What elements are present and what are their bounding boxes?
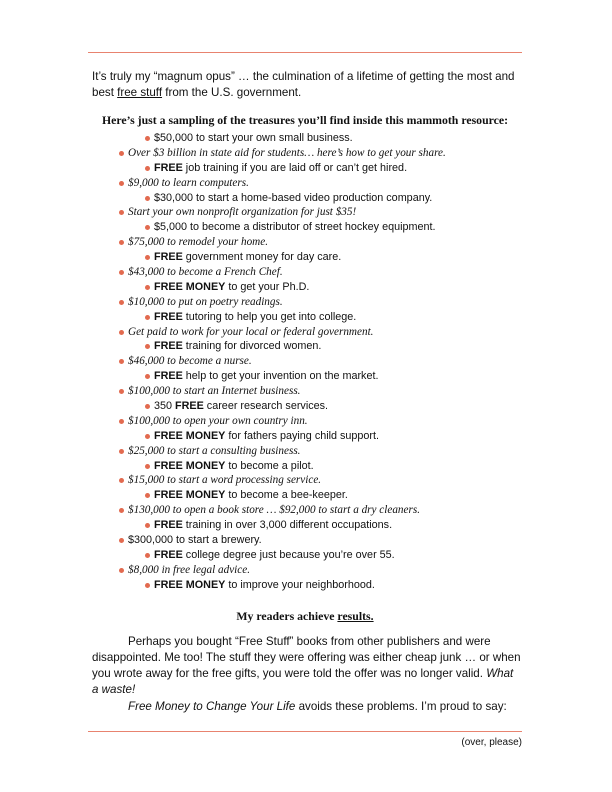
list-item-body: college degree just because you’re over 55. bbox=[182, 548, 395, 561]
list-item-bold: FREE bbox=[154, 310, 183, 323]
list-item-body: $8,000 in free legal advice. bbox=[128, 563, 250, 576]
bullet-icon bbox=[145, 523, 150, 528]
list-item bbox=[0, 354, 612, 369]
list-item-body: $46,000 to become a nurse. bbox=[128, 355, 252, 368]
list-item-body: Over $3 billion in state aid for students… here’s how to get your share. bbox=[128, 146, 446, 159]
list-item-bold: FREE MONEY bbox=[154, 280, 226, 293]
bullet-icon bbox=[119, 330, 124, 335]
list-item-body: $25,000 to start a consulting business. bbox=[128, 444, 301, 457]
list-item-body: $75,000 to remodel your home. bbox=[128, 236, 269, 249]
intro-paragraph bbox=[92, 69, 522, 101]
bullet-icon bbox=[145, 196, 150, 201]
list-item-body: $300,000 to start a brewery. bbox=[128, 534, 262, 547]
list-item-text bbox=[128, 504, 420, 516]
list-item-body: to get your Ph.D. bbox=[225, 280, 310, 293]
intro-underlined-text: free stuff bbox=[117, 86, 163, 99]
list-item-body: $5,000 to become a distributor of street hockey equipment. bbox=[154, 221, 436, 234]
list-item bbox=[0, 578, 612, 593]
list-item-text bbox=[154, 311, 356, 323]
list-item-text bbox=[128, 206, 356, 218]
list-item-text bbox=[128, 534, 262, 546]
bullet-icon bbox=[119, 568, 124, 573]
bullet-icon bbox=[145, 344, 150, 349]
bullet-icon bbox=[119, 240, 124, 245]
list-item bbox=[0, 250, 612, 265]
bullet-icon bbox=[119, 181, 124, 186]
list-item-text bbox=[154, 430, 379, 442]
list-item bbox=[0, 563, 612, 578]
bullet-icon bbox=[145, 583, 150, 588]
list-item-body: training for divorced women. bbox=[182, 340, 322, 353]
bullet-icon bbox=[119, 449, 124, 454]
body-paragraph-1-italic: What a waste! bbox=[92, 667, 514, 696]
list-item-prefix: 350 bbox=[154, 400, 176, 413]
list-item-body: help to get your invention on the market. bbox=[182, 370, 379, 383]
list-item-text bbox=[154, 460, 314, 472]
bullet-icon bbox=[119, 151, 124, 156]
list-item bbox=[0, 384, 612, 399]
list-item-body: job training if you are laid off or can’t get hired. bbox=[182, 161, 408, 174]
list-item bbox=[0, 176, 612, 191]
list-item-body: $43,000 to become a French Chef. bbox=[128, 266, 283, 279]
list-item-body: $9,000 to learn computers. bbox=[128, 176, 249, 189]
bullet-icon bbox=[119, 210, 124, 215]
list-item-text bbox=[154, 132, 353, 144]
bullet-icon bbox=[145, 493, 150, 498]
list-item bbox=[0, 265, 612, 280]
list-item-body: to improve your neighborhood. bbox=[225, 578, 375, 591]
body-paragraph-1-text: Perhaps you bought “Free Stuff” books from other publishers and were disappointed. Me too! The stuff they were offering was either cheap junk … or when you wrote away for the free gifts, you were told the offer was no longer valid. bbox=[92, 635, 521, 680]
list-item-text bbox=[154, 489, 348, 501]
list-item-body: $100,000 to open your own country inn. bbox=[128, 414, 308, 427]
list-item bbox=[0, 339, 612, 354]
list-item bbox=[0, 473, 612, 488]
bullet-icon bbox=[145, 464, 150, 469]
list-item-body: $10,000 to put on poetry readings. bbox=[128, 295, 283, 308]
list-item bbox=[0, 191, 612, 206]
bullet-icon bbox=[119, 359, 124, 364]
list-item-text bbox=[128, 236, 268, 248]
over-please-note: (over, please) bbox=[461, 737, 522, 748]
list-item-text bbox=[154, 579, 375, 591]
bullet-icon bbox=[145, 434, 150, 439]
list-item-body: to become a bee-keeper. bbox=[225, 489, 348, 502]
list-item-body: $15,000 to start a word processing service. bbox=[128, 474, 322, 487]
list-item-bold: FREE bbox=[154, 161, 183, 174]
bullet-icon bbox=[119, 300, 124, 305]
bullet-icon bbox=[145, 553, 150, 558]
bullet-icon bbox=[119, 389, 124, 394]
list-item-body: $100,000 to start an Internet business. bbox=[128, 385, 301, 398]
bottom-rule bbox=[88, 731, 522, 732]
book-title: Free Money to Change Your Life bbox=[128, 700, 296, 713]
list-item-bold: FREE bbox=[154, 370, 183, 383]
list-item-text bbox=[154, 519, 392, 531]
list-item bbox=[0, 131, 612, 146]
list-item-text bbox=[128, 266, 283, 278]
list-item-text bbox=[154, 340, 321, 352]
list-item-body: training in over 3,000 different occupations. bbox=[182, 519, 393, 532]
body-paragraph-1 bbox=[92, 634, 522, 698]
body-paragraph-2-text: avoids these problems. I’m proud to say: bbox=[295, 700, 507, 713]
bullet-icon bbox=[119, 508, 124, 513]
section-heading: Here’s just a sampling of the treasures you’ll find inside this mammoth resource: bbox=[101, 113, 509, 127]
bullet-icon bbox=[119, 478, 124, 483]
list-item-bold: FREE bbox=[175, 400, 204, 413]
list-item-body: career research services. bbox=[203, 400, 329, 413]
results-heading-underlined: results. bbox=[337, 609, 374, 623]
list-item-bold: FREE MONEY bbox=[154, 459, 226, 472]
list-item-text bbox=[154, 221, 435, 233]
bullet-icon bbox=[145, 166, 150, 171]
list-item-text bbox=[128, 445, 300, 457]
list-item bbox=[0, 444, 612, 459]
list-item-text bbox=[128, 326, 373, 338]
list-item-body: $50,000 to start your own small business. bbox=[154, 132, 353, 144]
list-item bbox=[0, 548, 612, 563]
list-item bbox=[0, 146, 612, 161]
list-item-text bbox=[128, 355, 252, 367]
list-item bbox=[0, 205, 612, 220]
list-item-bold: FREE MONEY bbox=[154, 429, 226, 442]
list-item-bold: FREE bbox=[154, 548, 183, 561]
list-item-text bbox=[154, 549, 395, 561]
list-item-text bbox=[128, 474, 321, 486]
list-item bbox=[0, 369, 612, 384]
list-item-body: $130,000 to open a book store … $92,000 to start a dry cleaners. bbox=[128, 504, 420, 517]
list-item bbox=[0, 399, 612, 414]
list-item-text bbox=[128, 147, 446, 159]
list-item-body: for fathers paying child support. bbox=[225, 429, 380, 442]
bullet-icon bbox=[145, 404, 150, 409]
list-item-bold: FREE bbox=[154, 340, 183, 353]
list-item-body: government money for day care. bbox=[182, 251, 342, 264]
list-item bbox=[0, 518, 612, 533]
list-item-bold: FREE MONEY bbox=[154, 578, 226, 591]
list-item-text bbox=[154, 370, 378, 382]
list-item bbox=[0, 459, 612, 474]
treasure-list bbox=[0, 131, 612, 593]
bullet-icon bbox=[145, 285, 150, 290]
results-heading bbox=[88, 609, 522, 624]
bullet-icon bbox=[145, 374, 150, 379]
list-item bbox=[0, 533, 612, 548]
list-item bbox=[0, 280, 612, 295]
list-item-body: Start your own nonprofit organization for just $35! bbox=[128, 206, 357, 219]
bullet-icon bbox=[145, 255, 150, 260]
list-item bbox=[0, 325, 612, 340]
list-item-bold: FREE MONEY bbox=[154, 489, 226, 502]
list-item-bold: FREE bbox=[154, 251, 183, 264]
list-item-bold: FREE bbox=[154, 519, 183, 532]
intro-text-end: from the U.S. government. bbox=[162, 86, 302, 99]
list-item-text bbox=[128, 177, 249, 189]
intro-text: It’s truly my “magnum opus” … the culmination of a lifetime of getting the most and best bbox=[92, 70, 515, 99]
bullet-icon bbox=[119, 419, 124, 424]
list-item-body: tutoring to help you get into college. bbox=[182, 310, 357, 323]
list-item bbox=[0, 429, 612, 444]
list-item-text bbox=[154, 400, 328, 412]
list-item bbox=[0, 235, 612, 250]
list-item bbox=[0, 488, 612, 503]
list-item-text bbox=[128, 385, 300, 397]
list-item-text bbox=[154, 162, 407, 174]
list-item-text bbox=[128, 415, 308, 427]
list-item-text bbox=[154, 251, 341, 263]
results-heading-text: My readers achieve bbox=[236, 609, 338, 623]
list-item bbox=[0, 220, 612, 235]
bullet-icon bbox=[145, 225, 150, 230]
list-item-text bbox=[128, 296, 283, 308]
list-item bbox=[0, 503, 612, 518]
top-rule bbox=[88, 52, 522, 53]
list-item-text bbox=[154, 281, 309, 293]
list-item-body: Get paid to work for your local or federal government. bbox=[128, 325, 374, 338]
list-item bbox=[0, 414, 612, 429]
list-item-text bbox=[128, 564, 250, 576]
list-item-text bbox=[154, 192, 432, 204]
bullet-icon bbox=[119, 270, 124, 275]
bullet-icon bbox=[145, 136, 150, 141]
bullet-icon bbox=[145, 315, 150, 320]
list-item-body: $30,000 to start a home-based video production company. bbox=[154, 191, 433, 204]
body-paragraph-2 bbox=[92, 699, 522, 715]
list-item bbox=[0, 310, 612, 325]
list-item bbox=[0, 161, 612, 176]
list-item-body: to become a pilot. bbox=[225, 459, 314, 472]
list-item bbox=[0, 295, 612, 310]
bullet-icon bbox=[119, 538, 124, 543]
